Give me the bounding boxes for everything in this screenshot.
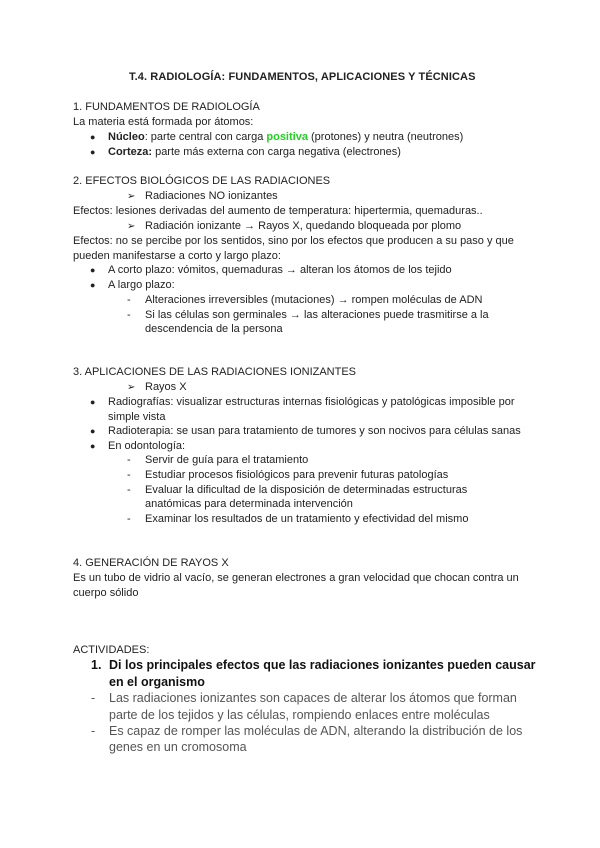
arrow-bullet-icon: ➢ — [127, 221, 136, 232]
section-4-heading: 4. GENERACIÓN DE RAYOS X — [73, 557, 229, 569]
bullet-icon: ● — [90, 280, 96, 290]
radiotherapy-item: Radioterapia: se usan para tratamiento de tumores y son nocivos para células sanas — [108, 425, 521, 437]
question-1-line-1: Di los principales efectos que las radiaciones ionizantes pueden causar — [109, 658, 536, 672]
dentistry-evaluate-line-2: anatómicas para determinada intervención — [145, 498, 353, 510]
bullet-icon: ● — [90, 132, 96, 142]
section-2-heading: 2. EFECTOS BIOLÓGICOS DE LAS RADIACIONES — [73, 175, 331, 187]
question-1-number: 1. — [91, 658, 102, 672]
ionizing-item: Radiación ionizante → Rayos X, quedando bloqueada por plomo — [145, 220, 462, 232]
answer-2-line-2: genes en un cromosoma — [109, 740, 247, 754]
cortex-item — [108, 145, 401, 160]
non-ionizing-item: Radiaciones NO ionizantes — [145, 190, 278, 202]
dash-bullet-icon: - — [127, 513, 131, 525]
bullet-icon: ● — [90, 265, 96, 275]
nucleus-label: Núcleo — [108, 131, 145, 143]
nucleus-item — [108, 130, 463, 145]
non-ionizing-effects: Efectos: lesiones derivadas del aumento de temperatura: hipertermia, quemaduras.. — [73, 205, 483, 217]
dash-bullet-icon: - — [91, 691, 96, 705]
nucleus-text-post: (protones) y neutra (neutrones) — [307, 131, 464, 143]
page-title: T.4. RADIOLOGÍA: FUNDAMENTOS, APLICACIONES Y TÉCNICAS — [129, 71, 476, 83]
dentistry-item: En odontología: — [108, 440, 186, 452]
germinal-item-line-1: Si las células son germinales → las alteraciones puede trasmitirse a la — [145, 309, 489, 321]
dentistry-examine-item: Examinar los resultados de un tratamiento y efectividad del mismo — [145, 513, 469, 525]
cortex-text: parte más externa con carga negativa (electrones) — [152, 146, 401, 158]
long-term-item: A largo plazo: — [108, 279, 175, 291]
positive-highlight: positiva — [266, 131, 308, 143]
cortex-label: Corteza: — [108, 146, 153, 158]
section-1-heading: 1. FUNDAMENTOS DE RADIOLOGÍA — [73, 101, 260, 113]
answer-1-line-1: Las radiaciones ionizantes son capaces de alterar los átomos que forman — [109, 691, 517, 705]
dash-bullet-icon: - — [127, 309, 131, 321]
arrow-bullet-icon: ➢ — [127, 382, 136, 393]
radiography-item-line-1: Radiografías: visualizar estructuras internas fisiológicas y patológicas imposible por — [108, 396, 515, 408]
answer-2-line-1: Es capaz de romper las moléculas de ADN, alterando la distribución de los — [109, 724, 523, 738]
section-4-text-line-1: Es un tubo de vidrio al vacío, se generan electrones a gran velocidad que chocan contra un — [73, 572, 519, 584]
short-term-item: A corto plazo: vómitos, quemaduras → alteran los átomos de los tejido — [108, 264, 452, 276]
activities-heading: ACTIVIDADES: — [73, 644, 150, 656]
dentistry-study-item: Estudiar procesos fisiológicos para prevenir futuras patologías — [145, 469, 449, 481]
question-1-line-2: en el organismo — [109, 675, 205, 689]
bullet-icon: ● — [90, 441, 96, 451]
dash-bullet-icon: - — [127, 454, 131, 466]
dash-bullet-icon: - — [127, 469, 131, 481]
radiography-item-line-2: simple vista — [108, 411, 166, 423]
section-4-text-line-2: cuerpo sólido — [73, 587, 139, 599]
xray-item: Rayos X — [145, 381, 187, 393]
bullet-icon: ● — [90, 397, 96, 407]
dentistry-guide-item: Servir de guía para el tratamiento — [145, 454, 309, 466]
ionizing-effects-line-2: pueden manifestarse a corto y largo plazo: — [73, 250, 281, 262]
arrow-bullet-icon: ➢ — [127, 191, 136, 202]
germinal-item-line-2: descendencia de la persona — [145, 323, 283, 335]
mutations-item: Alteraciones irreversibles (mutaciones) → rompen moléculas de ADN — [145, 294, 483, 306]
bullet-icon: ● — [90, 426, 96, 436]
answer-1-line-2: parte de los tejidos y las células, rompiendo enlaces entre moléculas — [109, 708, 490, 722]
section-3-heading: 3. APLICACIONES DE LAS RADIACIONES IONIZANTES — [73, 366, 357, 378]
bullet-icon: ● — [90, 147, 96, 157]
dentistry-evaluate-line-1: Evaluar la dificultad de la disposición de determinadas estructuras — [145, 484, 468, 496]
dash-bullet-icon: - — [91, 724, 96, 738]
dash-bullet-icon: - — [127, 294, 131, 306]
ionizing-effects-line-1: Efectos: no se percibe por los sentidos, sino por los efectos que producen a su paso y que — [73, 235, 514, 247]
dash-bullet-icon: - — [127, 484, 131, 496]
section-1-intro: La materia está formada por átomos: — [73, 116, 254, 128]
nucleus-text-pre: : parte central con carga — [144, 131, 267, 143]
